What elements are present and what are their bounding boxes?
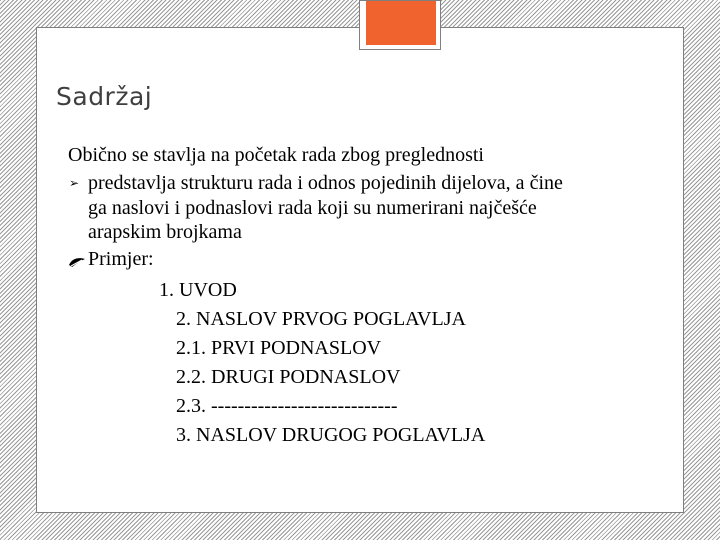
accent-box — [359, 0, 441, 50]
example-line-1: 1. UVOD — [159, 279, 237, 301]
bullet1-line-2: ga naslovi i podnaslovi rada koji su numerirani najčešće — [88, 197, 537, 219]
example-line-4: 2.2. DRUGI PODNASLOV — [176, 366, 401, 388]
bullet1-line-3: arapskim brojkama — [88, 221, 242, 243]
accent-fill — [366, 1, 436, 45]
example-line-6: 3. NASLOV DRUGOG POGLAVLJA — [176, 424, 486, 446]
example-line-2: 2. NASLOV PRVOG POGLAVLJA — [176, 308, 466, 330]
intro-text: Obično se stavlja na početak rada zbog preglednosti — [68, 144, 484, 166]
slide-title: Sadržaj — [56, 82, 153, 111]
example-line-5: 2.3. ---------------------------- — [176, 395, 398, 417]
leaf-bullet-icon — [68, 256, 86, 268]
example-line-3: 2.1. PRVI PODNASLOV — [176, 337, 382, 359]
arrow-bullet-icon: ➢ — [69, 176, 80, 190]
bullet2-label: Primjer: — [88, 248, 154, 270]
bullet1-line-1: predstavlja strukturu rada i odnos pojedinih dijelova, a čine — [88, 172, 563, 194]
